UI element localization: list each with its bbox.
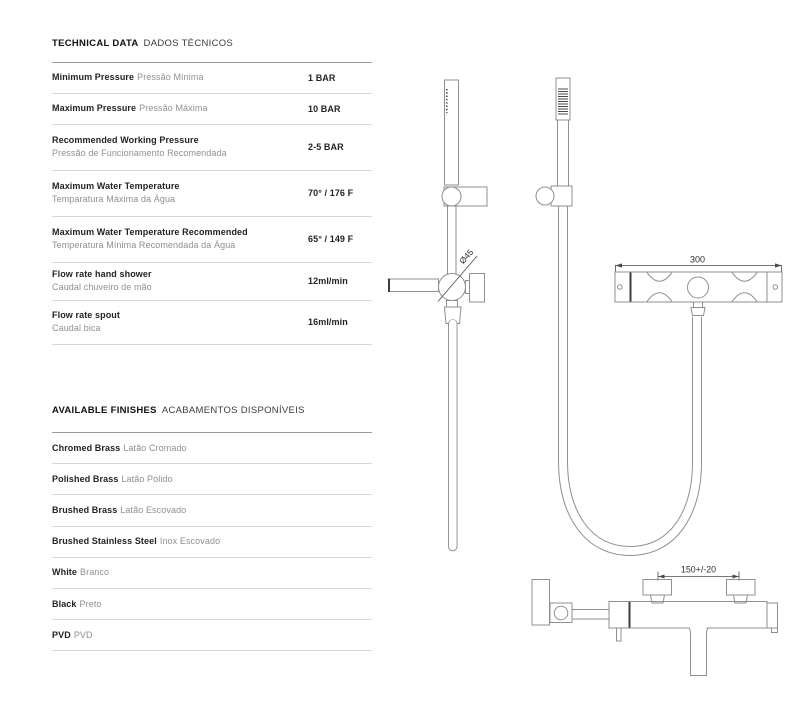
holder-knob — [442, 187, 461, 206]
handle-neck — [466, 281, 470, 294]
dimension-label-spacing: 150+/-20 — [681, 564, 716, 575]
spout-junction-mask — [690, 627, 707, 629]
row-sublabel: Preto — [79, 598, 102, 609]
holder-arm — [572, 610, 609, 620]
row-sublabel: Caudal chuveiro de mão — [52, 282, 152, 293]
row-sublabel: Temperatura Mínima Recomendada da Água — [52, 240, 236, 250]
arrow-right — [775, 263, 782, 267]
knob-left-top-arc — [647, 272, 672, 281]
row-value: 2-5 BAR — [308, 142, 344, 152]
spout — [389, 279, 439, 292]
spout-bottom-view — [689, 628, 708, 676]
dimension-label-width: 300 — [689, 254, 706, 265]
row-sublabel: Pressão Mínima — [137, 72, 204, 83]
row-label: Polished Brass — [52, 473, 119, 484]
row-sublabel: Latão Cromado — [123, 442, 187, 453]
arrow-left — [658, 575, 664, 579]
top-view-drawing — [615, 255, 782, 316]
section-title: TECHNICAL DATA — [52, 38, 139, 49]
screw-hole-left — [618, 285, 623, 290]
hose-outline — [563, 207, 697, 552]
section-subtitle: ACABAMENTOS DISPONÍVEIS — [161, 405, 305, 416]
knob-right-top-arc — [732, 272, 757, 281]
row-label: Maximum Pressure — [52, 103, 137, 113]
front-view-drawing — [389, 80, 487, 547]
hose-fill — [563, 207, 697, 552]
row-label: Recommended Working Pressure — [52, 135, 199, 145]
row-sublabel: PVD — [73, 629, 93, 640]
dimension-label-diameter: Ø45 — [457, 247, 476, 266]
row-sublabel: Latão Polido — [121, 473, 173, 484]
screw-hole-right — [773, 285, 778, 290]
row-sublabel: Caudal bica — [52, 323, 101, 334]
handle-knob — [470, 274, 485, 303]
outlet-connector — [691, 308, 705, 316]
row-label: Flow rate hand shower — [52, 269, 152, 280]
row-label: Chromed Brass — [52, 442, 121, 453]
bottom-view-drawing — [532, 565, 778, 676]
inlet-block-left — [643, 580, 672, 596]
end-cap-nub — [772, 628, 778, 633]
row-sublabel: Latão Escovado — [120, 504, 187, 515]
section-subtitle: DADOS TÉCNICOS — [143, 38, 234, 49]
thermostatic-bar-bottom — [609, 602, 767, 629]
row-label: Brushed Brass — [52, 504, 118, 515]
row-value: 65° / 149 F — [308, 234, 354, 244]
row-value: 1 BAR — [308, 72, 336, 83]
wall-plate — [532, 580, 550, 626]
outlet-nut — [694, 302, 703, 308]
bar-end-cap — [767, 603, 778, 628]
holder-knob — [554, 606, 568, 620]
lever-pin — [617, 628, 622, 641]
row-label: White — [52, 567, 77, 578]
knob-left-bottom-arc — [647, 293, 672, 302]
row-label: Brushed Stainless Steel — [52, 536, 157, 547]
row-label: Black — [52, 598, 77, 609]
holder-knob — [536, 187, 554, 205]
row-label: Flow rate spout — [52, 310, 121, 321]
section-title: AVAILABLE FINISHES — [52, 405, 157, 416]
rail — [448, 206, 457, 274]
hand-shower-handle — [558, 120, 569, 186]
row-label: Minimum Pressure — [52, 72, 135, 83]
row-label: PVD — [52, 629, 71, 640]
spray-face — [558, 89, 568, 114]
row-label: Maximum Water Temperature — [52, 181, 180, 191]
row-sublabel: Pressão Máxima — [139, 103, 208, 113]
arrow-left — [615, 263, 622, 267]
row-value: 70° / 176 F — [308, 188, 354, 198]
row-sublabel: Inox Escovado — [159, 536, 221, 547]
row-sublabel: Temparatura Máxima da Água — [52, 194, 176, 204]
row-value: 16ml/min — [308, 317, 348, 328]
side-view-drawing — [536, 78, 697, 551]
row-sublabel: Pressão de Funcionamento Recomendada — [52, 148, 227, 158]
hose-nut — [447, 301, 458, 308]
row-value: 12ml/min — [308, 276, 348, 287]
center-outlet — [688, 277, 709, 298]
row-label: Maximum Water Temperature Recommended — [52, 227, 248, 237]
knob-right-bottom-arc — [732, 293, 757, 302]
inlet-block-right — [727, 580, 756, 596]
row-sublabel: Branco — [80, 567, 110, 578]
row-value: 10 BAR — [308, 103, 341, 114]
arrow-right — [733, 575, 739, 579]
